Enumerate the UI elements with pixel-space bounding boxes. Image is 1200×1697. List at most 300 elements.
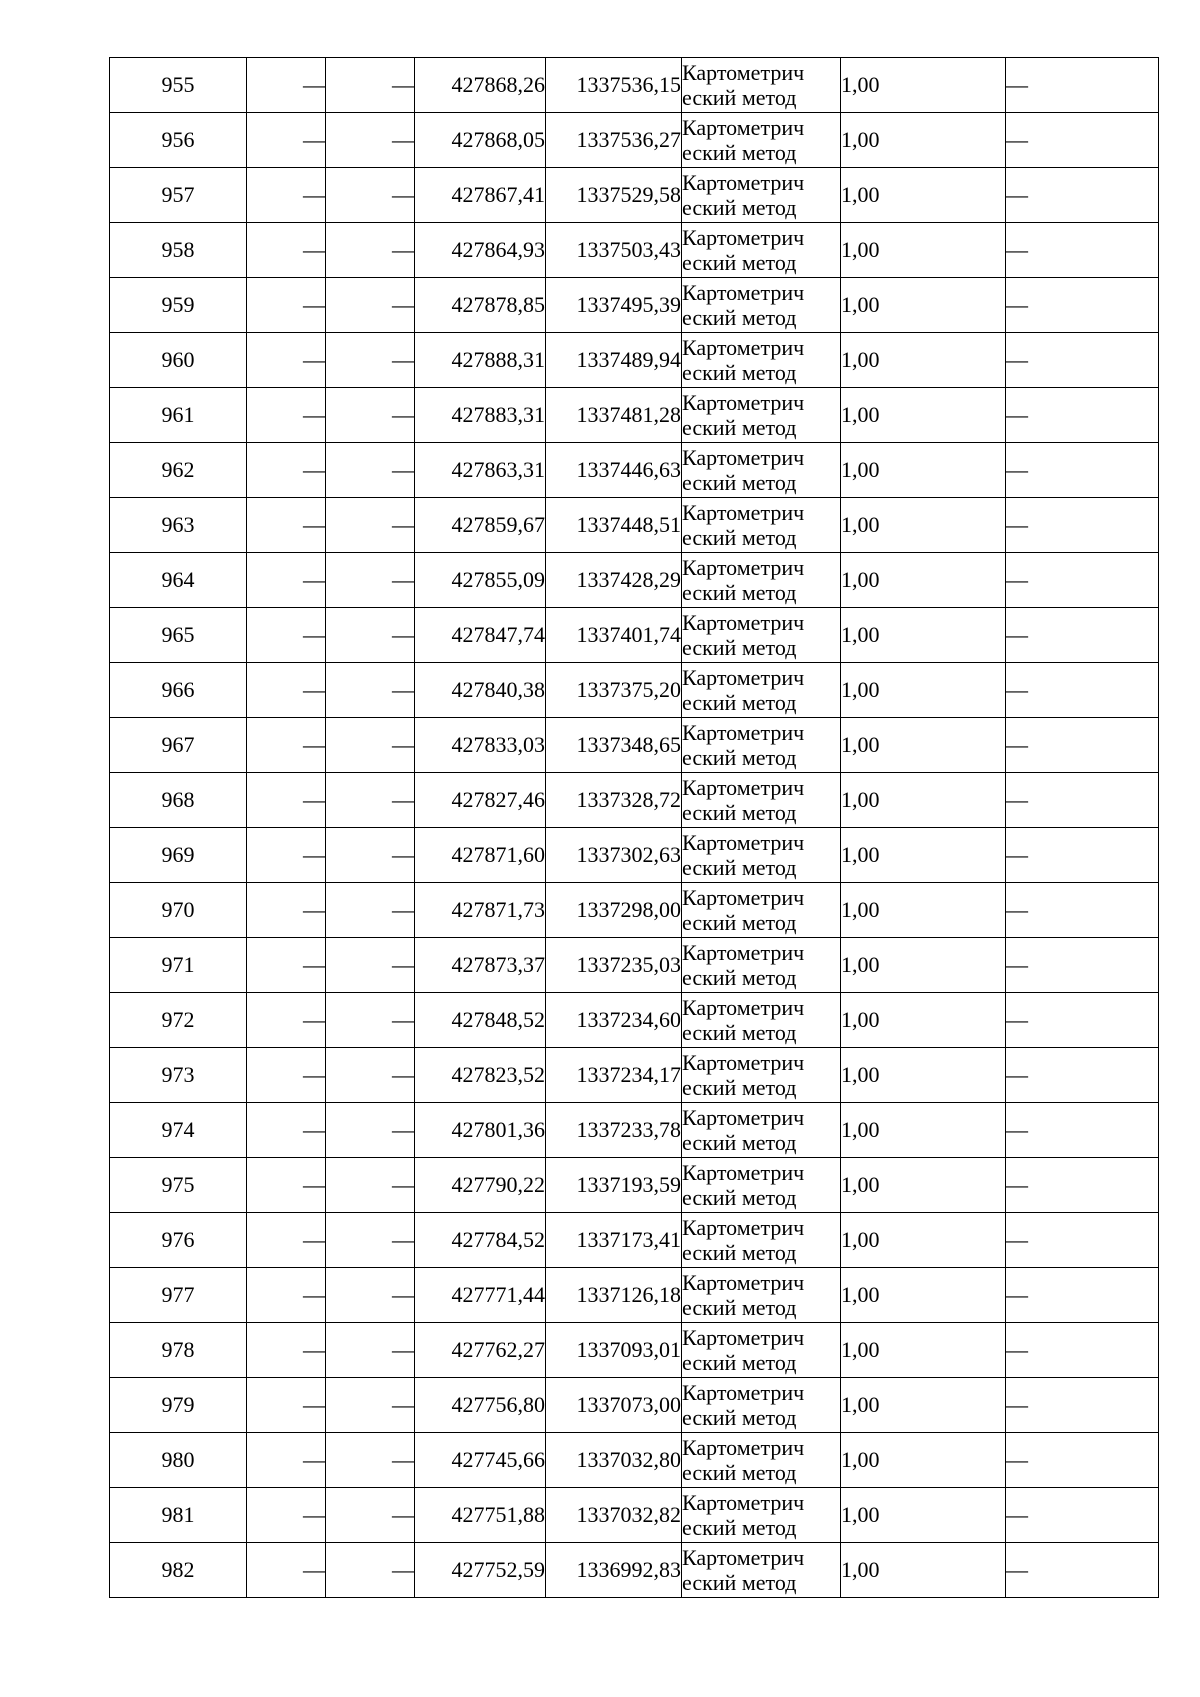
description-cell: — xyxy=(1006,828,1159,883)
method-text-line2: еский метод xyxy=(682,690,797,715)
method-text-line2: еский метод xyxy=(682,635,797,660)
point-number-cell: 955 xyxy=(110,58,247,113)
description-cell: — xyxy=(1006,1323,1159,1378)
method-text-line1: Картометрич xyxy=(682,445,805,470)
y-coordinate-cell: 1337401,74 xyxy=(546,608,682,663)
x-coordinate-cell: 427888,31 xyxy=(415,333,546,388)
method-text-line2: еский метод xyxy=(682,1295,797,1320)
x-coordinate-cell: 427784,52 xyxy=(415,1213,546,1268)
table-row xyxy=(110,1103,1159,1158)
empty-y-old-cell: — xyxy=(326,1158,415,1213)
accuracy-cell: 1,00 xyxy=(841,1378,1006,1433)
y-coordinate-cell: 1337481,28 xyxy=(546,388,682,443)
method-cell xyxy=(682,1433,841,1488)
method-text-line2: еский метод xyxy=(682,1240,797,1265)
y-coordinate-cell: 1337495,39 xyxy=(546,278,682,333)
point-number-cell: 972 xyxy=(110,993,247,1048)
point-number-cell: 963 xyxy=(110,498,247,553)
description-cell: — xyxy=(1006,1213,1159,1268)
method-text-line2: еский метод xyxy=(682,580,797,605)
point-number-cell: 973 xyxy=(110,1048,247,1103)
accuracy-cell: 1,00 xyxy=(841,58,1006,113)
empty-y-old-cell: — xyxy=(326,993,415,1048)
accuracy-cell: 1,00 xyxy=(841,718,1006,773)
y-coordinate-cell: 1337298,00 xyxy=(546,883,682,938)
x-coordinate-cell: 427878,85 xyxy=(415,278,546,333)
method-text-line1: Картометрич xyxy=(682,170,805,195)
accuracy-cell: 1,00 xyxy=(841,773,1006,828)
point-number-cell: 964 xyxy=(110,553,247,608)
x-coordinate-cell: 427771,44 xyxy=(415,1268,546,1323)
x-coordinate-cell: 427745,66 xyxy=(415,1433,546,1488)
empty-x-old-cell: — xyxy=(247,388,326,443)
x-coordinate-cell: 427868,26 xyxy=(415,58,546,113)
empty-x-old-cell: — xyxy=(247,718,326,773)
empty-x-old-cell: — xyxy=(247,938,326,993)
method-text-line2: еский метод xyxy=(682,1020,797,1045)
method-cell xyxy=(682,663,841,718)
table-row xyxy=(110,113,1159,168)
table-row xyxy=(110,1213,1159,1268)
table-row xyxy=(110,223,1159,278)
description-cell: — xyxy=(1006,333,1159,388)
empty-x-old-cell: — xyxy=(247,498,326,553)
method-cell xyxy=(682,1048,841,1103)
empty-x-old-cell: — xyxy=(247,1378,326,1433)
accuracy-cell: 1,00 xyxy=(841,498,1006,553)
table-row xyxy=(110,553,1159,608)
method-cell xyxy=(682,718,841,773)
empty-x-old-cell: — xyxy=(247,1048,326,1103)
table-row xyxy=(110,773,1159,828)
x-coordinate-cell: 427801,36 xyxy=(415,1103,546,1158)
empty-x-old-cell: — xyxy=(247,58,326,113)
accuracy-cell: 1,00 xyxy=(841,223,1006,278)
accuracy-cell: 1,00 xyxy=(841,938,1006,993)
description-cell: — xyxy=(1006,553,1159,608)
accuracy-cell: 1,00 xyxy=(841,443,1006,498)
table-row xyxy=(110,608,1159,663)
method-cell xyxy=(682,608,841,663)
table-row xyxy=(110,1323,1159,1378)
empty-y-old-cell: — xyxy=(326,1103,415,1158)
description-cell: — xyxy=(1006,1488,1159,1543)
method-cell xyxy=(682,1378,841,1433)
description-cell: — xyxy=(1006,1048,1159,1103)
method-text-line2: еский метод xyxy=(682,1515,797,1540)
y-coordinate-cell: 1337348,65 xyxy=(546,718,682,773)
point-number-cell: 974 xyxy=(110,1103,247,1158)
empty-x-old-cell: — xyxy=(247,1158,326,1213)
point-number-cell: 956 xyxy=(110,113,247,168)
method-cell xyxy=(682,883,841,938)
empty-x-old-cell: — xyxy=(247,608,326,663)
table-row xyxy=(110,1488,1159,1543)
description-cell: — xyxy=(1006,58,1159,113)
method-text-line2: еский метод xyxy=(682,250,797,275)
x-coordinate-cell: 427751,88 xyxy=(415,1488,546,1543)
method-text-line1: Картометрич xyxy=(682,1545,805,1570)
method-text-line1: Картометрич xyxy=(682,1160,805,1185)
method-text-line2: еский метод xyxy=(682,855,797,880)
empty-y-old-cell: — xyxy=(326,938,415,993)
method-text-line1: Картометрич xyxy=(682,115,805,140)
x-coordinate-cell: 427859,67 xyxy=(415,498,546,553)
method-cell xyxy=(682,333,841,388)
y-coordinate-cell: 1337428,29 xyxy=(546,553,682,608)
empty-x-old-cell: — xyxy=(247,883,326,938)
accuracy-cell: 1,00 xyxy=(841,278,1006,333)
table-row xyxy=(110,828,1159,883)
description-cell: — xyxy=(1006,608,1159,663)
x-coordinate-cell: 427864,93 xyxy=(415,223,546,278)
accuracy-cell: 1,00 xyxy=(841,1488,1006,1543)
point-number-cell: 961 xyxy=(110,388,247,443)
method-text-line1: Картометрич xyxy=(682,1380,805,1405)
method-cell xyxy=(682,1543,841,1598)
table-row xyxy=(110,663,1159,718)
empty-x-old-cell: — xyxy=(247,828,326,883)
x-coordinate-cell: 427848,52 xyxy=(415,993,546,1048)
accuracy-cell: 1,00 xyxy=(841,828,1006,883)
y-coordinate-cell: 1337489,94 xyxy=(546,333,682,388)
method-cell xyxy=(682,1213,841,1268)
table-row xyxy=(110,1433,1159,1488)
accuracy-cell: 1,00 xyxy=(841,553,1006,608)
table-row xyxy=(110,938,1159,993)
x-coordinate-cell: 427827,46 xyxy=(415,773,546,828)
point-number-cell: 966 xyxy=(110,663,247,718)
method-text-line1: Картометрич xyxy=(682,60,805,85)
method-text-line2: еский метод xyxy=(682,1185,797,1210)
empty-x-old-cell: — xyxy=(247,278,326,333)
accuracy-cell: 1,00 xyxy=(841,1433,1006,1488)
description-cell: — xyxy=(1006,1103,1159,1158)
x-coordinate-cell: 427756,80 xyxy=(415,1378,546,1433)
accuracy-cell: 1,00 xyxy=(841,1103,1006,1158)
empty-y-old-cell: — xyxy=(326,1268,415,1323)
method-text-line1: Картометрич xyxy=(682,1215,805,1240)
table-row xyxy=(110,498,1159,553)
empty-y-old-cell: — xyxy=(326,1543,415,1598)
method-cell xyxy=(682,443,841,498)
point-number-cell: 978 xyxy=(110,1323,247,1378)
empty-x-old-cell: — xyxy=(247,1213,326,1268)
x-coordinate-cell: 427752,59 xyxy=(415,1543,546,1598)
y-coordinate-cell: 1337503,43 xyxy=(546,223,682,278)
coordinates-table xyxy=(109,57,1159,1598)
description-cell: — xyxy=(1006,1378,1159,1433)
y-coordinate-cell: 1337234,60 xyxy=(546,993,682,1048)
empty-x-old-cell: — xyxy=(247,663,326,718)
accuracy-cell: 1,00 xyxy=(841,1158,1006,1213)
method-text-line1: Картометрич xyxy=(682,1490,805,1515)
method-text-line2: еский метод xyxy=(682,305,797,330)
table-row xyxy=(110,388,1159,443)
point-number-cell: 962 xyxy=(110,443,247,498)
empty-x-old-cell: — xyxy=(247,1433,326,1488)
method-cell xyxy=(682,938,841,993)
x-coordinate-cell: 427762,27 xyxy=(415,1323,546,1378)
point-number-cell: 981 xyxy=(110,1488,247,1543)
empty-y-old-cell: — xyxy=(326,1323,415,1378)
method-text-line2: еский метод xyxy=(682,140,797,165)
method-text-line2: еский метод xyxy=(682,1130,797,1155)
empty-x-old-cell: — xyxy=(247,443,326,498)
accuracy-cell: 1,00 xyxy=(841,1048,1006,1103)
method-cell xyxy=(682,1323,841,1378)
method-text-line1: Картометрич xyxy=(682,720,805,745)
accuracy-cell: 1,00 xyxy=(841,608,1006,663)
point-number-cell: 976 xyxy=(110,1213,247,1268)
method-text-line1: Картометрич xyxy=(682,665,805,690)
empty-y-old-cell: — xyxy=(326,663,415,718)
description-cell: — xyxy=(1006,168,1159,223)
accuracy-cell: 1,00 xyxy=(841,113,1006,168)
accuracy-cell: 1,00 xyxy=(841,1213,1006,1268)
empty-y-old-cell: — xyxy=(326,113,415,168)
description-cell: — xyxy=(1006,388,1159,443)
table-row xyxy=(110,58,1159,113)
point-number-cell: 970 xyxy=(110,883,247,938)
table-row xyxy=(110,1378,1159,1433)
method-text-line2: еский метод xyxy=(682,195,797,220)
method-cell xyxy=(682,553,841,608)
point-number-cell: 980 xyxy=(110,1433,247,1488)
method-cell xyxy=(682,278,841,333)
table-row xyxy=(110,278,1159,333)
y-coordinate-cell: 1337375,20 xyxy=(546,663,682,718)
table-row xyxy=(110,993,1159,1048)
empty-x-old-cell: — xyxy=(247,773,326,828)
x-coordinate-cell: 427871,60 xyxy=(415,828,546,883)
x-coordinate-cell: 427873,37 xyxy=(415,938,546,993)
method-cell xyxy=(682,1103,841,1158)
method-text-line1: Картометрич xyxy=(682,1105,805,1130)
y-coordinate-cell: 1337448,51 xyxy=(546,498,682,553)
description-cell: — xyxy=(1006,883,1159,938)
y-coordinate-cell: 1337093,01 xyxy=(546,1323,682,1378)
x-coordinate-cell: 427871,73 xyxy=(415,883,546,938)
description-cell: — xyxy=(1006,113,1159,168)
point-number-cell: 975 xyxy=(110,1158,247,1213)
accuracy-cell: 1,00 xyxy=(841,663,1006,718)
method-text-line1: Картометрич xyxy=(682,1270,805,1295)
method-text-line1: Картометрич xyxy=(682,1050,805,1075)
empty-y-old-cell: — xyxy=(326,58,415,113)
method-text-line2: еский метод xyxy=(682,415,797,440)
method-text-line2: еский метод xyxy=(682,1570,797,1595)
y-coordinate-cell: 1337234,17 xyxy=(546,1048,682,1103)
accuracy-cell: 1,00 xyxy=(841,168,1006,223)
empty-x-old-cell: — xyxy=(247,223,326,278)
accuracy-cell: 1,00 xyxy=(841,1543,1006,1598)
accuracy-cell: 1,00 xyxy=(841,1323,1006,1378)
empty-y-old-cell: — xyxy=(326,498,415,553)
empty-y-old-cell: — xyxy=(326,883,415,938)
table-row xyxy=(110,718,1159,773)
method-text-line1: Картометрич xyxy=(682,335,805,360)
point-number-cell: 971 xyxy=(110,938,247,993)
method-text-line1: Картометрич xyxy=(682,1325,805,1350)
point-number-cell: 960 xyxy=(110,333,247,388)
empty-y-old-cell: — xyxy=(326,333,415,388)
empty-x-old-cell: — xyxy=(247,168,326,223)
method-text-line2: еский метод xyxy=(682,525,797,550)
point-number-cell: 977 xyxy=(110,1268,247,1323)
x-coordinate-cell: 427790,22 xyxy=(415,1158,546,1213)
method-cell xyxy=(682,1158,841,1213)
method-text-line2: еский метод xyxy=(682,85,797,110)
empty-y-old-cell: — xyxy=(326,1378,415,1433)
empty-x-old-cell: — xyxy=(247,553,326,608)
method-cell xyxy=(682,168,841,223)
method-text-line2: еский метод xyxy=(682,800,797,825)
table-row xyxy=(110,883,1159,938)
x-coordinate-cell: 427883,31 xyxy=(415,388,546,443)
method-text-line1: Картометрич xyxy=(682,610,805,635)
point-number-cell: 979 xyxy=(110,1378,247,1433)
method-text-line1: Картометрич xyxy=(682,885,805,910)
y-coordinate-cell: 1337446,63 xyxy=(546,443,682,498)
method-text-line1: Картометрич xyxy=(682,225,805,250)
y-coordinate-cell: 1337302,63 xyxy=(546,828,682,883)
y-coordinate-cell: 1337126,18 xyxy=(546,1268,682,1323)
description-cell: — xyxy=(1006,498,1159,553)
method-cell xyxy=(682,993,841,1048)
empty-y-old-cell: — xyxy=(326,718,415,773)
method-text-line2: еский метод xyxy=(682,470,797,495)
method-text-line1: Картометрич xyxy=(682,280,805,305)
method-text-line1: Картометрич xyxy=(682,830,805,855)
empty-x-old-cell: — xyxy=(247,1268,326,1323)
empty-x-old-cell: — xyxy=(247,1543,326,1598)
empty-x-old-cell: — xyxy=(247,993,326,1048)
empty-y-old-cell: — xyxy=(326,1048,415,1103)
y-coordinate-cell: 1337328,72 xyxy=(546,773,682,828)
table-row xyxy=(110,1158,1159,1213)
empty-y-old-cell: — xyxy=(326,223,415,278)
point-number-cell: 958 xyxy=(110,223,247,278)
description-cell: — xyxy=(1006,1268,1159,1323)
description-cell: — xyxy=(1006,223,1159,278)
method-text-line2: еский метод xyxy=(682,1350,797,1375)
description-cell: — xyxy=(1006,443,1159,498)
method-text-line2: еский метод xyxy=(682,1460,797,1485)
point-number-cell: 968 xyxy=(110,773,247,828)
method-text-line2: еский метод xyxy=(682,910,797,935)
description-cell: — xyxy=(1006,718,1159,773)
method-text-line1: Картометрич xyxy=(682,995,805,1020)
table-body xyxy=(110,58,1159,1598)
table-row xyxy=(110,1268,1159,1323)
point-number-cell: 957 xyxy=(110,168,247,223)
table-row xyxy=(110,333,1159,388)
method-text-line1: Картометрич xyxy=(682,390,805,415)
x-coordinate-cell: 427855,09 xyxy=(415,553,546,608)
x-coordinate-cell: 427863,31 xyxy=(415,443,546,498)
empty-y-old-cell: — xyxy=(326,278,415,333)
y-coordinate-cell: 1337073,00 xyxy=(546,1378,682,1433)
point-number-cell: 967 xyxy=(110,718,247,773)
empty-y-old-cell: — xyxy=(326,773,415,828)
accuracy-cell: 1,00 xyxy=(841,333,1006,388)
x-coordinate-cell: 427833,03 xyxy=(415,718,546,773)
empty-x-old-cell: — xyxy=(247,1103,326,1158)
x-coordinate-cell: 427840,38 xyxy=(415,663,546,718)
empty-y-old-cell: — xyxy=(326,1433,415,1488)
description-cell: — xyxy=(1006,663,1159,718)
empty-y-old-cell: — xyxy=(326,443,415,498)
description-cell: — xyxy=(1006,278,1159,333)
y-coordinate-cell: 1337529,58 xyxy=(546,168,682,223)
table-row xyxy=(110,1543,1159,1598)
method-text-line2: еский метод xyxy=(682,360,797,385)
accuracy-cell: 1,00 xyxy=(841,388,1006,443)
method-text-line2: еский метод xyxy=(682,1075,797,1100)
empty-y-old-cell: — xyxy=(326,553,415,608)
method-cell xyxy=(682,58,841,113)
method-cell xyxy=(682,828,841,883)
method-text-line2: еский метод xyxy=(682,1405,797,1430)
point-number-cell: 959 xyxy=(110,278,247,333)
method-text-line1: Картометрич xyxy=(682,500,805,525)
description-cell: — xyxy=(1006,993,1159,1048)
method-text-line2: еский метод xyxy=(682,745,797,770)
table-row xyxy=(110,443,1159,498)
y-coordinate-cell: 1337536,27 xyxy=(546,113,682,168)
empty-y-old-cell: — xyxy=(326,168,415,223)
empty-y-old-cell: — xyxy=(326,388,415,443)
y-coordinate-cell: 1336992,83 xyxy=(546,1543,682,1598)
y-coordinate-cell: 1337235,03 xyxy=(546,938,682,993)
method-text-line1: Картометрич xyxy=(682,1435,805,1460)
method-cell xyxy=(682,498,841,553)
point-number-cell: 965 xyxy=(110,608,247,663)
accuracy-cell: 1,00 xyxy=(841,1268,1006,1323)
x-coordinate-cell: 427867,41 xyxy=(415,168,546,223)
y-coordinate-cell: 1337032,80 xyxy=(546,1433,682,1488)
y-coordinate-cell: 1337032,82 xyxy=(546,1488,682,1543)
x-coordinate-cell: 427823,52 xyxy=(415,1048,546,1103)
method-cell xyxy=(682,1488,841,1543)
table-row xyxy=(110,1048,1159,1103)
empty-x-old-cell: — xyxy=(247,1488,326,1543)
method-text-line1: Картометрич xyxy=(682,775,805,800)
y-coordinate-cell: 1337173,41 xyxy=(546,1213,682,1268)
empty-y-old-cell: — xyxy=(326,828,415,883)
method-cell xyxy=(682,113,841,168)
method-text-line2: еский метод xyxy=(682,965,797,990)
method-cell xyxy=(682,223,841,278)
empty-x-old-cell: — xyxy=(247,1323,326,1378)
method-cell xyxy=(682,388,841,443)
method-text-line1: Картометрич xyxy=(682,940,805,965)
accuracy-cell: 1,00 xyxy=(841,883,1006,938)
description-cell: — xyxy=(1006,1543,1159,1598)
accuracy-cell: 1,00 xyxy=(841,993,1006,1048)
empty-x-old-cell: — xyxy=(247,113,326,168)
x-coordinate-cell: 427868,05 xyxy=(415,113,546,168)
y-coordinate-cell: 1337233,78 xyxy=(546,1103,682,1158)
empty-x-old-cell: — xyxy=(247,333,326,388)
description-cell: — xyxy=(1006,773,1159,828)
empty-y-old-cell: — xyxy=(326,608,415,663)
method-text-line1: Картометрич xyxy=(682,555,805,580)
method-cell xyxy=(682,1268,841,1323)
x-coordinate-cell: 427847,74 xyxy=(415,608,546,663)
y-coordinate-cell: 1337193,59 xyxy=(546,1158,682,1213)
